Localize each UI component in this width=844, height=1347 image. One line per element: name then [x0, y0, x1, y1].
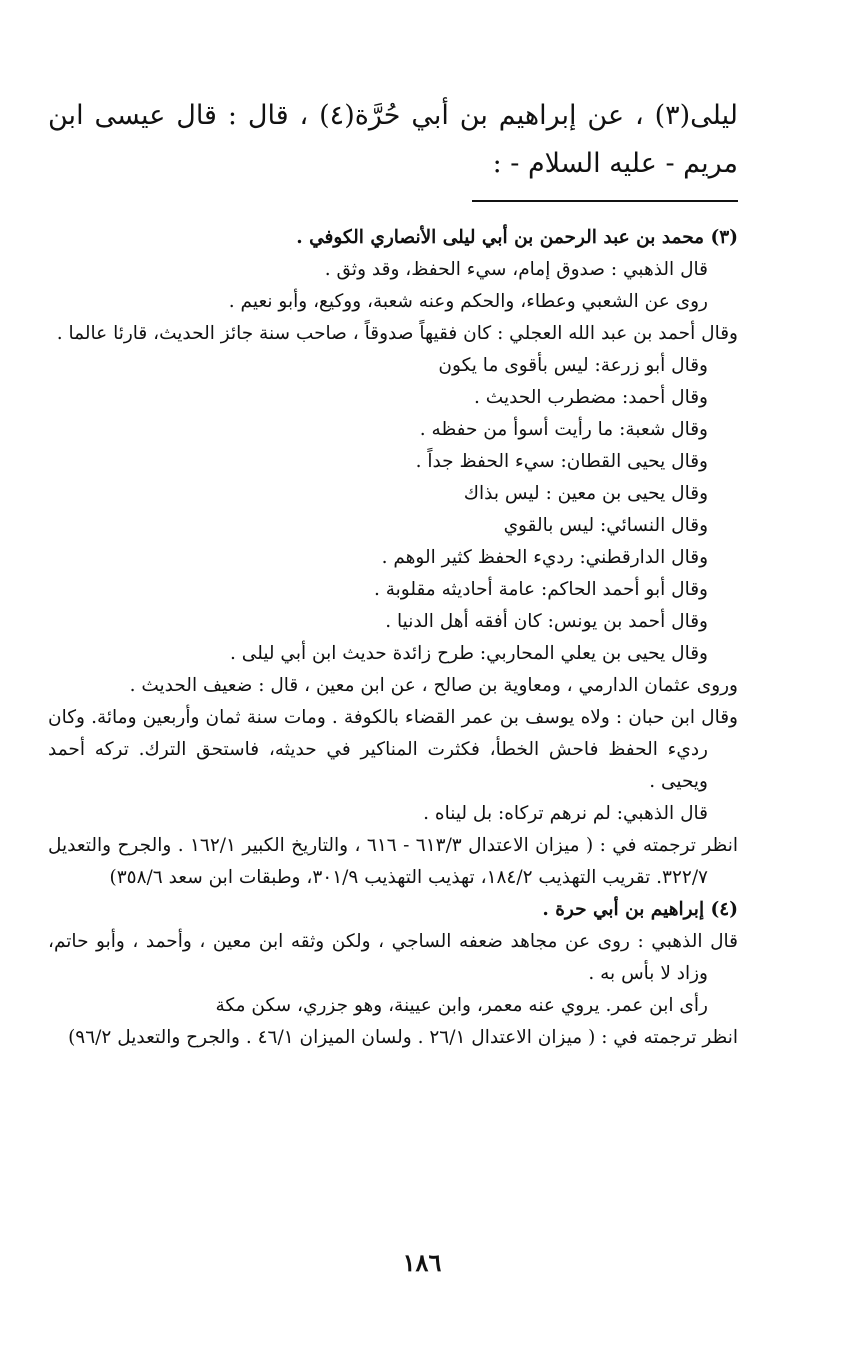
footnote-line: قال الذهبي : صدوق إمام، سيء الحفظ، وقد وثق .	[324, 259, 708, 280]
footnotes	[48, 222, 738, 1054]
footnote-line: وقال أحمد: مضطرب الحديث .	[474, 387, 708, 408]
footnote-line: وروى عثمان الدارمي ، ومعاوية بن صالح ، عن ابن معين ، قال : ضعيف الحديث .	[129, 675, 738, 696]
page-number: ١٨٦	[402, 1248, 442, 1277]
main-text: ليلى(٣) ، عن إبراهيم بن أبي حُرَّة(٤) ، قال : قال عيسى ابن مريم - عليه السلام - :	[48, 100, 738, 179]
footnote-line: وقال النسائي: ليس بالقوي	[503, 515, 708, 536]
footnote-line: روى عن الشعبي وعطاء، والحكم وعنه شعبة، ووكيع، وأبو نعيم .	[228, 291, 708, 312]
footnote-line: قال الذهبي: لم نرهم تركاه: بل ليناه .	[423, 803, 708, 824]
footnote-references: انظر ترجمته في : ( ميزان الاعتدال ٦١٣/٣ - ٦١٦ ، والتاريخ الكبير ١٦٢/١ . والجرح والتعديل ٣٢٢/٧. تقريب التهذيب ١٨٤/٢، تهذيب التهذيب ٣٠١/٩، وطبقات ابن سعد ٣٥٨/٦)	[48, 835, 738, 888]
footnote-line: رأى ابن عمر. يروي عنه معمر، وابن عيينة، وهو جزري، سكن مكة	[215, 995, 708, 1016]
footnote-line: وقال أبو أحمد الحاكم: عامة أحاديثه مقلوبة .	[373, 579, 708, 600]
footnote-line: وقال شعبة: ما رأيت أسوأ من حفظه .	[419, 419, 708, 440]
footnote-references: انظر ترجمته في : ( ميزان الاعتدال ٢٦/١ . ولسان الميزان ٤٦/١ . والجرح والتعديل ٩٦/٢)	[68, 1027, 738, 1048]
footnote-line: وقال يحيى بن معين : ليس بذاك	[463, 483, 708, 504]
footnote-line: وقال الدارقطني: رديء الحفظ كثير الوهم .	[381, 547, 708, 568]
footnote-line: وقال أبو زرعة: ليس بأقوى ما يكون	[438, 355, 708, 376]
footnote-line: وقال أحمد بن عبد الله العجلي : كان فقيهاً صدوقاً ، صاحب سنة جائز الحديث، قارئا عالما .	[56, 323, 738, 344]
footnote-line: وقال يحيى بن يعلي المحاربي: طرح زائدة حديث ابن أبي ليلى .	[230, 643, 708, 664]
footnote-line: وقال يحيى القطان: سيء الحفظ جداً .	[415, 451, 708, 472]
footnote-3-title: (٣) محمد بن عبد الرحمن بن أبي ليلى الأنصاري الكوفي .	[296, 227, 738, 248]
footnote-separator	[472, 200, 738, 202]
footnote-4-title: (٤) إبراهيم بن أبي حرة .	[542, 899, 738, 920]
footnote-line: وقال ابن حبان : ولاه يوسف بن عمر القضاء بالكوفة . ومات سنة ثمان وأربعين ومائة. وكان رديء الحفظ فاحش الخطأ، فكثرت المناكير في حديثه، فاستحق الترك. تركه أحمد ويحيى .	[48, 707, 738, 792]
footnote-line: وقال أحمد بن يونس: كان أفقه أهل الدنيا .	[385, 611, 708, 632]
footnote-line: قال الذهبي : روى عن مجاهد ضعفه الساجي ، ولكن وثقه ابن معين ، وأحمد ، وأبو حاتم، وزاد لا بأس به .	[48, 931, 738, 984]
